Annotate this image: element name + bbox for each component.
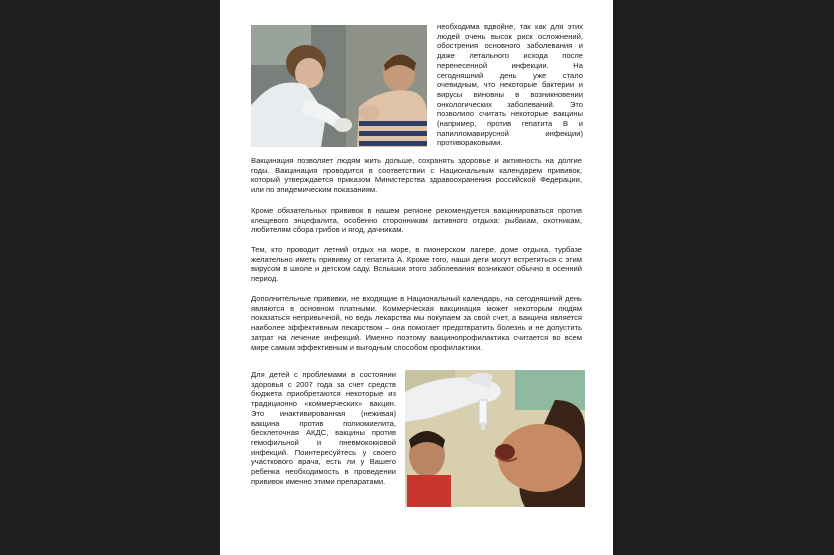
paragraph-intro: необходима вдвойне, так как для этих людей очень высок риск осложнений, обострения основного заболевания и даже летального исхода после перенесенной инфекции. На сегодняшний день уже стало очевидным, что некоторые бактерии и вирусы виновны в возникновении онкологических заболеваний. Это позволило считать некоторые вакцины (например, против гепатита В и папилломавирусной инфекции) противораковыми.: [437, 22, 583, 148]
oral-vaccine-photo: [405, 370, 585, 507]
vaccination-photo: [251, 25, 427, 147]
paragraph-additional-vaccines: Дополнительные прививки, не входящие в Национальный календарь, на сегодняшний день являются в основном платными. Коммерческая вакцинация может некоторым людям показаться непривычной, но ведь лекарства мы покупаем за свой счет, а вакцина является наиболее эффективным лекарством – она помогает предотвратить болезнь и не допустить затрат на лечение инфекций. Именно поэтому вакцинопрофилактика считается во всем мире самым эффективным и выгодным способом профилактики.: [251, 294, 582, 352]
paragraph-tick-encephalitis: Кроме обязательных прививок в нашем регионе рекомендуется вакцинироваться против клещевого энцефалита, особенно сторонникам активного отдыха: рыбакам, охотникам, любителям сбора грибов и ягод, дачникам.: [251, 206, 582, 235]
paragraph-hepatitis-a: Тем, кто проводит летний отдых на море, в пионерском лагере, доме отдыха, турбазе желательно иметь прививку от гепатита А. Кроме того, наши дети могут встретиться с этим вирусом в школе и детском саду. Вспышки этого заболевания возникают обычно в осенний период.: [251, 245, 582, 284]
paragraph-children-vaccines: Для детей с проблемами в состоянии здоровья с 2007 года за счет средств бюджета приобретаются некоторые из традиционно «коммерческих» вакцин. Это инактивированная (неживая) вакцина против полиомиелита, бесклеточная АКДС, вакцины против гемофильной и пневмококковой инфекций. Поинтересуйтесь у своего участкового врача, есть ли у Вашего ребенка необходимость в проведении прививок именно этими препаратами.: [251, 370, 396, 486]
paragraph-intro-continued: Вакцинация позволяет людям жить дольше, сохранять здоровье и активность на долгие годы. Вакцинация проводится в соответствии с Национальным календарем прививок, который утверждается приказом Министерства здравоохранения российской Федерации, или по эпидемическим показаниям.: [251, 156, 582, 195]
vaccination-shoulder-photo-icon: [251, 25, 427, 147]
oral-polio-drops-photo-icon: [405, 370, 585, 507]
document-page: [220, 0, 613, 555]
